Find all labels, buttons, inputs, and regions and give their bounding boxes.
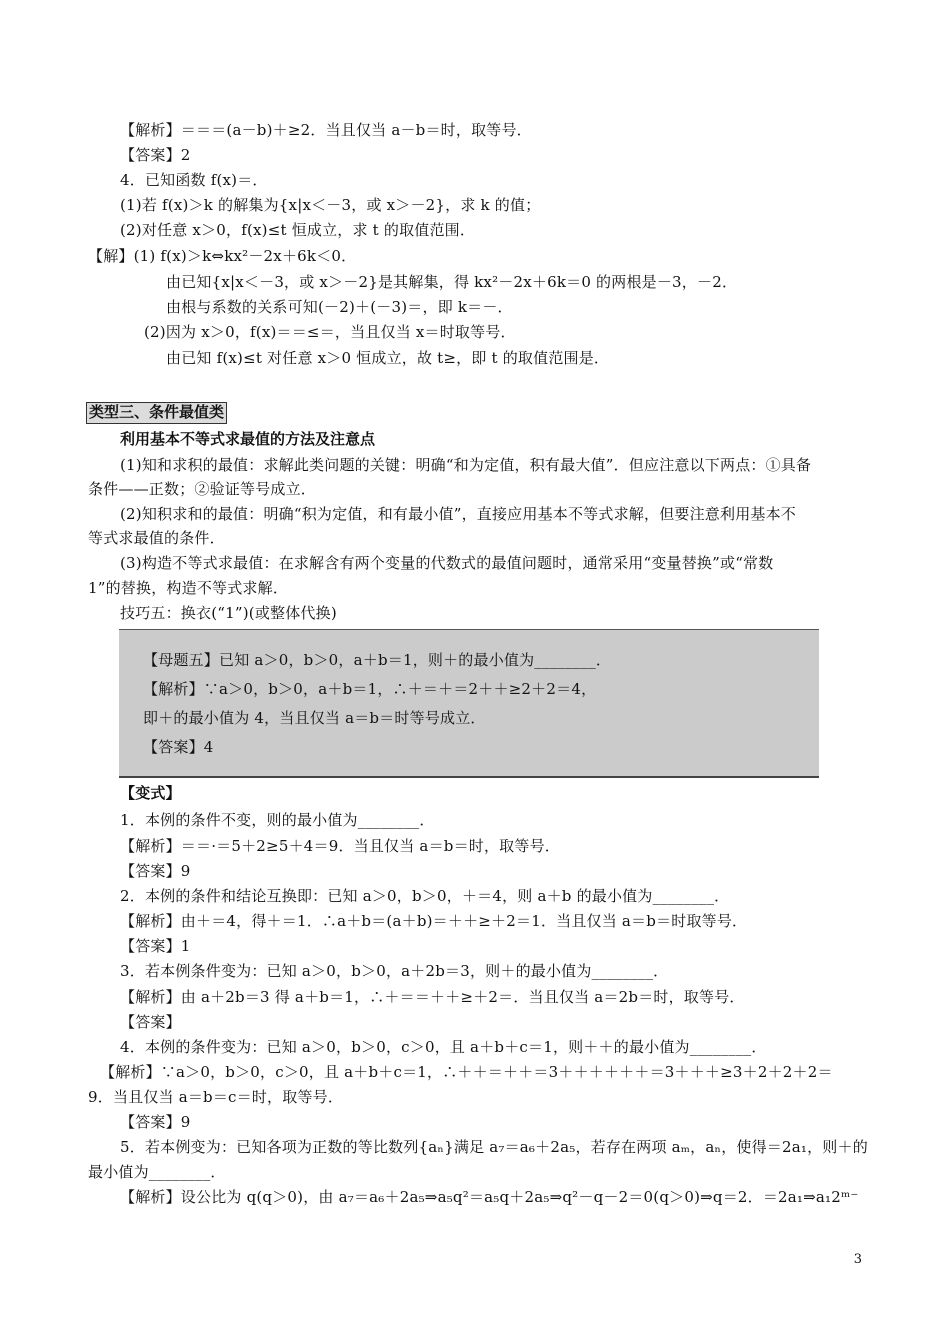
variant-3-problem: 3．若本例条件变为：已知 a＞0，b＞0，a＋2b＝3，则＋的最小值为________． xyxy=(120,962,669,980)
method-point-1: (1)知和求积的最值：求解此类问题的关键：明确“和为定值，积有最大值”．但应注意以下两点：①具备 xyxy=(120,456,812,474)
variant-1-answer: 【答案】9 xyxy=(120,862,191,880)
answer-line: 【答案】2 xyxy=(120,146,191,164)
section-subheading: 利用基本不等式求最值的方法及注意点 xyxy=(120,430,376,448)
method-point-3: (3)构造不等式求最值：在求解含有两个变量的代数式的最值问题时，通常采用“变量替换”或“常数 xyxy=(120,554,774,572)
page-number: 3 xyxy=(853,1252,862,1267)
problem-statement: 4．已知函数 f(x)＝． xyxy=(120,171,268,189)
solution-line: 由已知{x|x＜－3，或 x＞－2}是其解集，得 kx²－2x＋6k＝0 的两根是－3，－2． xyxy=(166,273,738,291)
method-point-1-cont: 条件——正数；②验证等号成立． xyxy=(88,480,317,498)
example-answer: 【答案】4 xyxy=(143,738,214,756)
method-point-2: (2)知积求和的最值：明确“积为定值，和有最小值”，直接应用基本不等式求解，但要注意利用基本不 xyxy=(120,505,796,523)
variant-4-problem: 4．本例的条件变为：已知 a＞0，b＞0，c＞0，且 a＋b＋c＝1，则＋＋的最小值为________． xyxy=(120,1038,767,1056)
solution-line: 由根与系数的关系可知(－2)＋(－3)＝，即 k＝－． xyxy=(166,298,513,316)
example-problem: 【母题五】已知 a＞0，b＞0，a＋b＝1，则＋的最小值为________． xyxy=(143,651,612,669)
problem-part-2: (2)对任意 x＞0，f(x)≤t 恒成立，求 t 的取值范围． xyxy=(120,221,476,239)
variant-5-solution: 【解析】设公比为 q(q＞0)，由 a₇＝a₆＋2a₅⇒a₅q²＝a₅q＋2a₅⇒q²－q－2＝0(q＞0)⇒q＝2．＝2a₁⇒a₁2ᵐ⁻ xyxy=(120,1188,859,1206)
section-heading: 类型三、条件最值类 xyxy=(86,402,227,424)
variant-4-solution: 【解析】∵a＞0，b＞0，c＞0，且 a＋b＋c＝1，∴＋＋＝＋＋＝3＋＋＋＋＋＋＝3＋＋＋≥3＋2＋2＋2＝ xyxy=(100,1063,833,1081)
technique-label: 技巧五：换衣(“1”)(或整体代换) xyxy=(120,604,337,622)
solution-line: 【解析】＝＝＝(a－b)＋≥2．当且仅当 a－b＝时，取等号． xyxy=(120,121,532,139)
solution-line: (2)因为 x＞0，f(x)＝＝≤＝，当且仅当 x＝时取等号． xyxy=(144,323,516,341)
variant-2-answer: 【答案】1 xyxy=(120,937,191,955)
variant-4-solution-cont: 9．当且仅当 a＝b＝c＝时，取等号． xyxy=(88,1088,344,1106)
variant-2-problem: 2．本例的条件和结论互换即：已知 a＞0，b＞0，＋＝4，则 a＋b 的最小值为________． xyxy=(120,887,730,905)
variants-title: 【变式】 xyxy=(120,784,181,802)
variant-5-problem-cont: 最小值为________． xyxy=(88,1163,226,1181)
example-conclusion: 即＋的最小值为 4，当且仅当 a＝b＝时等号成立． xyxy=(143,709,486,727)
method-point-3-cont: 1”的替换，构造不等式求解． xyxy=(88,579,289,597)
example-solution: 【解析】∵a＞0，b＞0，a＋b＝1，∴＋＝＋＝2＋＋≥2＋2＝4， xyxy=(143,680,597,698)
solution-line: 由已知 f(x)≤t 对任意 x＞0 恒成立，故 t≥，即 t 的取值范围是． xyxy=(166,349,610,367)
method-point-2-cont: 等式求最值的条件． xyxy=(88,529,225,547)
variant-2-solution: 【解析】由＋＝4，得＋＝1．∴a＋b＝(a＋b)＝＋＋≥＋2＝1．当且仅当 a＝b＝时取等号． xyxy=(120,912,748,930)
variant-3-solution: 【解析】由 a＋2b＝3 得 a＋b＝1，∴＋＝＝＋＋≥＋2＝．当且仅当 a＝2b＝时，取等号． xyxy=(120,988,745,1006)
solution-line: 【解】(1) f(x)＞k⇔kx²－2x＋6k＜0． xyxy=(88,247,357,265)
variant-1-problem: 1．本例的条件不变，则的最小值为________． xyxy=(120,811,435,829)
variant-3-answer: 【答案】 xyxy=(120,1013,181,1031)
problem-part-1: (1)若 f(x)＞k 的解集为{x|x＜－3，或 x＞－2}，求 k 的值； xyxy=(120,196,541,214)
example-box xyxy=(119,629,819,778)
variant-5-problem: 5．若本例变为：已知各项为正数的等比数列{aₙ}满足 a₇＝a₆＋2a₅，若存在两项 aₘ，aₙ，使得＝2a₁，则＋的 xyxy=(120,1138,868,1156)
variant-4-answer: 【答案】9 xyxy=(120,1113,191,1131)
variant-1-solution: 【解析】＝＝·＝5＋2≥5＋4＝9．当且仅当 a＝b＝时，取等号． xyxy=(120,837,560,855)
